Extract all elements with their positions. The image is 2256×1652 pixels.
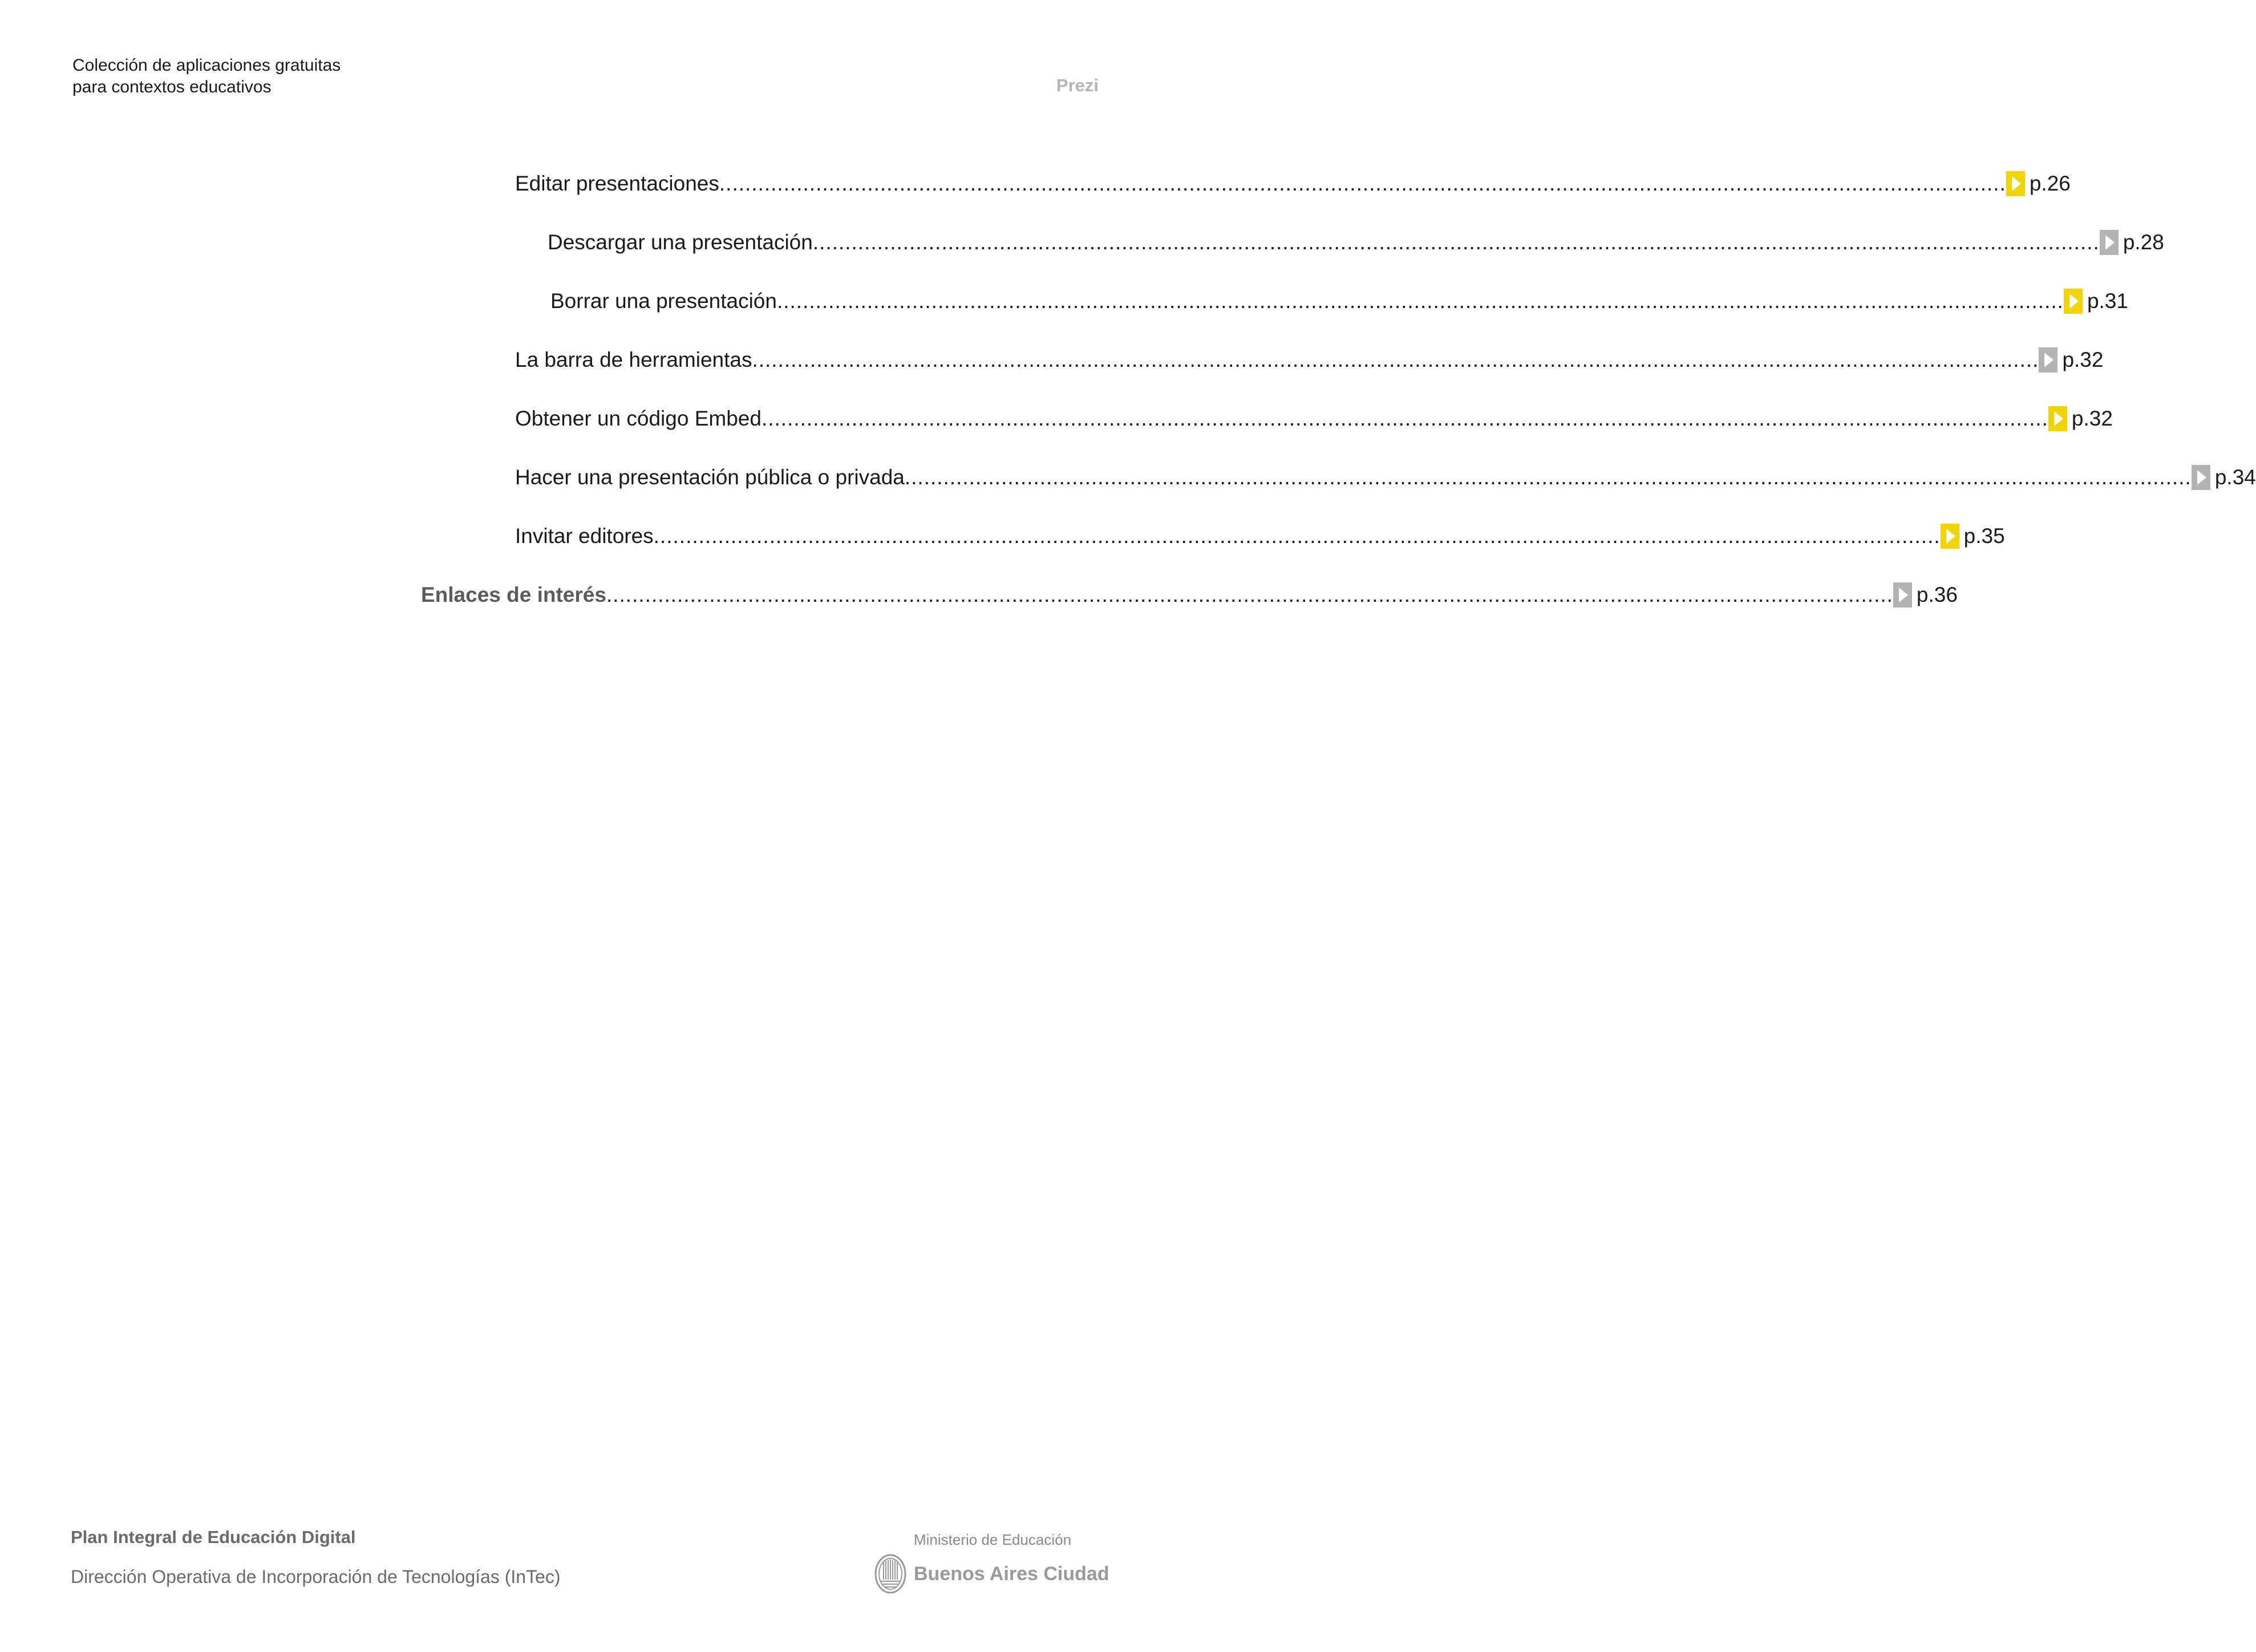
toc-page-number: p.36 [1916,583,1958,606]
city-logo-icon [874,1553,907,1594]
toc-leader-dots: ........................................................................................................................................................................................................ [752,348,2039,371]
toc-entry-label: Obtener un código Embed [515,407,762,430]
toc-leader-dots: ........................................................................................................................................................................................................ [904,465,2192,489]
toc-entry-label: La barra de herramientas [515,348,752,371]
toc-entry-label: Enlaces de interés [421,583,606,606]
app-name: Prezi [1056,75,1099,95]
arrow-right-icon [1941,524,1959,549]
arrow-right-icon [1893,582,1912,608]
toc-entry-label: Invitar editores [515,524,654,548]
toc-entry-descargar-presentacion[interactable] [548,228,2164,257]
toc-page-number: p.31 [2087,289,2128,313]
arrow-right-icon [2192,465,2210,490]
city-name: Buenos Aires Ciudad [914,1563,1109,1585]
toc-entry-borrar-presentacion[interactable] [550,287,2128,315]
toc-leader-dots: ........................................................................................................................................................................................................ [606,583,1893,606]
toc-entry-publica-privada[interactable] [515,463,2256,492]
toc-page-number: p.34 [2214,465,2256,489]
toc-entry-enlaces-interes[interactable] [421,581,1958,609]
footer-direction: Dirección Operativa de Incorporación de Tecnologías (InTec) [71,1566,561,1587]
toc-leader-dots: ........................................................................................................................................................................................................ [761,407,2048,430]
collection-title-line2: para contextos educativos [72,78,272,96]
toc-leader-dots: ........................................................................................................................................................................................................ [812,230,2100,254]
collection-title [72,55,341,98]
toc-entry-label: Editar presentaciones [515,172,719,195]
toc-leader-dots: ........................................................................................................................................................................................................ [776,289,2064,313]
toc-entry-barra-herramientas[interactable] [515,346,2104,374]
toc-page-number: p.28 [2123,230,2164,254]
arrow-right-icon [2006,171,2025,196]
toc-entry-label: Descargar una presentación [548,230,813,254]
toc-entry-label: Hacer una presentación pública o privada [515,465,905,489]
toc-page-number: p.35 [1963,524,2005,548]
toc-page-number: p.32 [2062,348,2104,371]
ministry-label: Ministerio de Educación [914,1531,1072,1548]
arrow-right-icon [2100,230,2119,255]
toc-entry-codigo-embed[interactable] [515,404,2113,433]
arrow-right-icon [2064,289,2083,314]
arrow-right-icon [2048,406,2067,431]
arrow-right-icon [2039,347,2057,372]
toc-page-number: p.32 [2071,407,2113,430]
toc-leader-dots: ........................................................................................................................................................................................................ [719,172,2006,195]
toc-entry-label: Borrar una presentación [550,289,777,313]
collection-title-line1: Colección de aplicaciones gratuitas [72,56,341,75]
toc-entry-invitar-editores[interactable] [515,522,2005,550]
toc-leader-dots: ........................................................................................................................................................................................................ [653,524,1941,548]
toc-page-number: p.26 [2029,172,2071,195]
footer-plan-title: Plan Integral de Educación Digital [71,1527,356,1547]
toc-entry-editar-presentaciones[interactable] [515,169,2071,198]
